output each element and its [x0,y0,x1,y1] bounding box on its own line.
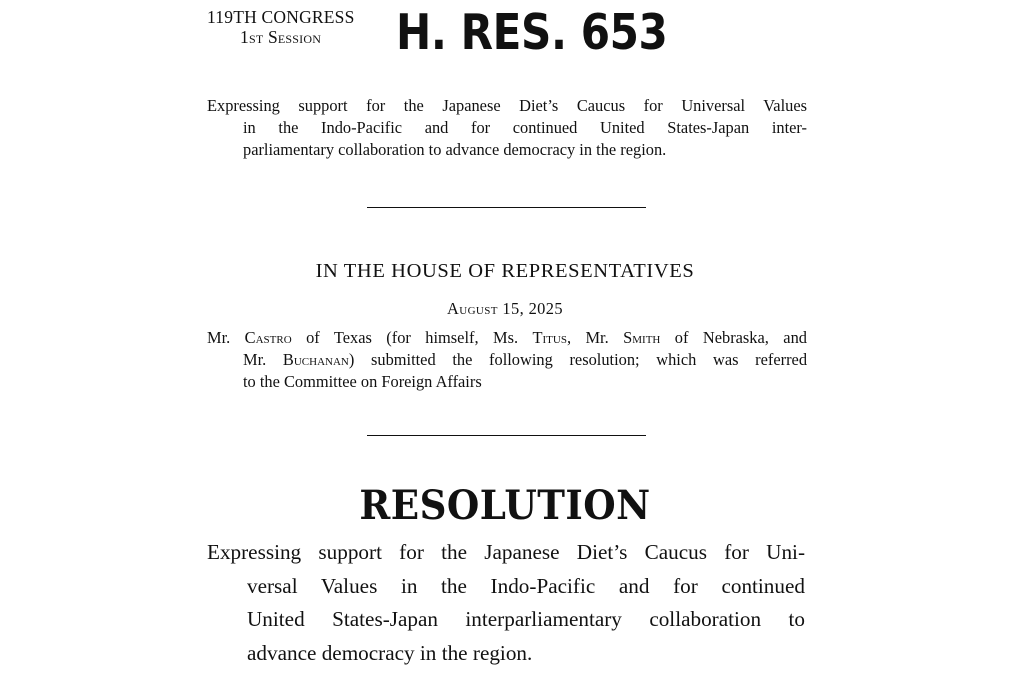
bill-number: H. RES. 653 [396,4,668,61]
sponsor-text: of Texas (for himself, Ms. [291,328,533,347]
sponsor-text: of Nebraska, and [660,328,807,347]
bill-summary [207,95,807,161]
sponsors-statement [207,327,807,393]
resolution-title-line: United States-Japan interparliamentary collaboration to [247,607,805,631]
summary-line: parliamentary collaboration to advance democracy in the region. [243,140,667,159]
session-line [207,27,355,47]
sponsor-line [207,349,807,371]
session-number: 1st [240,27,264,47]
introduction-date: August 15, 2025 [447,299,563,318]
congress-number: 119TH [207,7,257,27]
resolution-title-line: versal Values in the Indo-Pacific and for continued [247,573,805,598]
session-word: Session [267,27,322,47]
sponsor-name-smith: Smith [623,328,661,347]
summary-line: Expressing support for the Japanese Diet’s Caucus for Universal Values [207,96,807,115]
summary-line: in the Indo-Pacific and for continued United States-Japan inter- [243,118,807,137]
sponsor-text: ) submitted the following resolution; which was referred [348,350,808,369]
resolution-title-line: advance democracy in the region. [247,640,533,665]
congress-word: CONGRESS [261,7,355,27]
resolution-title [207,536,805,670]
divider-rule [367,435,646,436]
congress-line [207,7,355,27]
divider-rule [367,207,646,208]
sponsor-text: Mr. [243,350,283,369]
sponsor-line: to the Committee on Foreign Affairs [243,372,482,391]
congress-session-label [207,7,355,47]
sponsor-name-castro: Castro [244,328,292,347]
resolution-heading: RESOLUTION [359,482,651,529]
sponsor-text: Mr. [207,328,245,347]
sponsor-name-titus: Titus [532,328,567,347]
resolution-title-line: Expressing support for the Japanese Diet’s Caucus for Uni- [207,540,805,564]
sponsor-name-buchanan: Buchanan [282,350,349,369]
sponsor-text: , Mr. [566,328,624,347]
sponsor-line [207,327,807,349]
house-heading: IN THE HOUSE OF REPRESENTATIVES [315,260,695,282]
